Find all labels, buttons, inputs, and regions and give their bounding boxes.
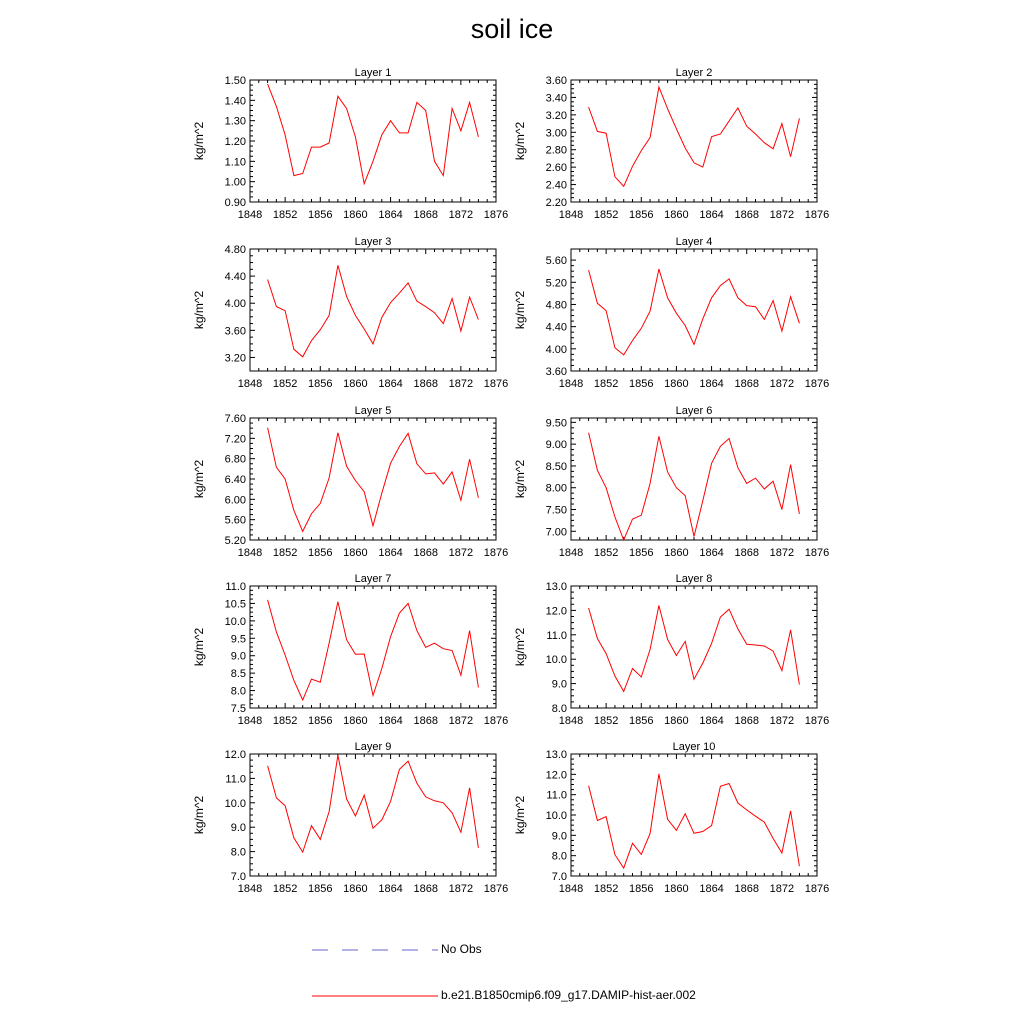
x-tick-label: 1864 — [378, 883, 403, 895]
x-tick-label: 1856 — [308, 715, 333, 727]
x-tick-label: 1864 — [699, 209, 724, 221]
y-tick-label: 3.60 — [545, 366, 567, 378]
x-tick-label: 1852 — [593, 378, 619, 390]
x-tick-label: 1868 — [413, 547, 438, 559]
y-tick-label: 9.00 — [545, 439, 567, 452]
plot-frame — [250, 586, 496, 708]
panel-title: Layer 9 — [354, 741, 392, 753]
x-tick-label: 1852 — [272, 715, 298, 727]
y-tick-label: 11.0 — [546, 789, 567, 802]
x-tick-label: 1856 — [629, 547, 654, 559]
y-axis-label: kg/m^2 — [513, 627, 527, 667]
x-tick-label: 1872 — [769, 547, 795, 559]
chart-panel-layer-8 — [513, 573, 829, 727]
y-tick-label: 2.80 — [545, 144, 567, 157]
x-tick-label: 1864 — [699, 715, 724, 727]
y-tick-label: 3.20 — [224, 352, 246, 365]
y-tick-label: 7.60 — [224, 413, 246, 425]
y-tick-label: 9.5 — [230, 633, 246, 646]
y-tick-label: 6.40 — [224, 474, 246, 486]
y-tick-label: 13.0 — [545, 581, 567, 593]
y-tick-label: 10.0 — [224, 615, 246, 628]
y-tick-label: 1.30 — [224, 115, 246, 128]
series-line-model — [268, 84, 479, 184]
chart-panel-layer-5 — [192, 405, 508, 559]
x-tick-label: 1876 — [804, 883, 830, 895]
y-tick-label: 7.20 — [224, 433, 246, 446]
y-tick-label: 4.40 — [224, 271, 246, 284]
y-tick-label: 4.80 — [224, 244, 246, 256]
x-tick-label: 1876 — [483, 209, 509, 221]
x-tick-label: 1872 — [448, 547, 474, 559]
x-tick-label: 1848 — [237, 547, 263, 559]
x-tick-label: 1876 — [483, 883, 509, 895]
x-tick-label: 1860 — [343, 715, 368, 727]
x-tick-label: 1848 — [237, 715, 263, 727]
y-tick-label: 8.50 — [545, 460, 567, 473]
y-tick-label: 5.20 — [224, 535, 246, 547]
y-tick-label: 2.40 — [545, 179, 567, 192]
x-tick-label: 1876 — [804, 547, 830, 559]
y-tick-label: 8.0 — [230, 685, 246, 698]
x-tick-label: 1852 — [272, 378, 298, 390]
x-tick-label: 1852 — [593, 209, 619, 221]
series-line-model — [268, 265, 479, 357]
x-tick-label: 1864 — [378, 209, 403, 221]
chart-panel-layer-7 — [192, 573, 508, 727]
y-axis-label: kg/m^2 — [192, 459, 206, 499]
y-axis-label: kg/m^2 — [513, 459, 527, 499]
panel-title: Layer 1 — [354, 67, 392, 79]
plot-frame — [571, 249, 817, 371]
x-tick-label: 1848 — [237, 378, 263, 390]
x-tick-label: 1848 — [237, 883, 263, 895]
x-tick-label: 1868 — [413, 378, 438, 390]
series-line-model — [589, 87, 800, 186]
y-tick-label: 1.40 — [224, 95, 246, 108]
y-tick-label: 5.60 — [545, 255, 567, 268]
x-tick-label: 1876 — [483, 378, 509, 390]
x-tick-label: 1876 — [483, 547, 509, 559]
y-tick-label: 12.0 — [545, 769, 567, 782]
y-tick-label: 10.0 — [545, 810, 567, 822]
y-tick-label: 7.0 — [551, 871, 567, 883]
x-tick-label: 1860 — [343, 209, 368, 221]
x-tick-label: 1852 — [593, 715, 619, 727]
y-tick-label: 9.50 — [545, 417, 567, 430]
y-tick-label: 8.0 — [230, 846, 246, 859]
x-tick-label: 1860 — [343, 547, 368, 559]
y-tick-label: 3.40 — [545, 92, 567, 105]
x-tick-label: 1864 — [378, 547, 403, 559]
chart-panel-layer-3 — [192, 236, 508, 390]
x-tick-label: 1860 — [664, 715, 689, 727]
series-line-model — [268, 428, 479, 532]
y-tick-label: 11.0 — [225, 773, 246, 786]
x-tick-label: 1856 — [308, 547, 333, 559]
chart-panel-layer-1 — [192, 67, 508, 221]
y-tick-label: 1.50 — [224, 75, 246, 87]
x-tick-label: 1868 — [734, 378, 759, 390]
y-tick-label: 10.0 — [545, 654, 567, 667]
x-tick-label: 1860 — [664, 883, 689, 895]
x-tick-label: 1864 — [699, 547, 724, 559]
y-axis-label: kg/m^2 — [192, 121, 206, 161]
series-line-model — [589, 269, 800, 355]
series-line-model — [268, 600, 479, 700]
x-tick-label: 1848 — [558, 883, 584, 895]
x-tick-label: 1860 — [343, 378, 368, 390]
x-tick-label: 1868 — [734, 547, 759, 559]
y-tick-label: 7.0 — [230, 871, 246, 883]
y-tick-label: 3.00 — [545, 127, 567, 140]
x-tick-label: 1876 — [804, 715, 830, 727]
panel-title: Layer 2 — [675, 67, 713, 79]
x-tick-label: 1868 — [413, 209, 438, 221]
x-tick-label: 1860 — [664, 547, 689, 559]
x-tick-label: 1856 — [308, 209, 333, 221]
y-tick-label: 8.0 — [551, 850, 567, 863]
y-tick-label: 1.20 — [224, 136, 246, 148]
panel-title: Layer 6 — [675, 405, 713, 417]
x-tick-label: 1868 — [734, 209, 759, 221]
x-tick-label: 1872 — [448, 715, 474, 727]
x-tick-label: 1860 — [343, 883, 368, 895]
plot-frame — [571, 418, 817, 540]
x-tick-label: 1848 — [237, 209, 263, 221]
y-tick-label: 1.00 — [224, 176, 246, 189]
y-tick-label: 8.0 — [551, 703, 567, 715]
legend-label-model: b.e21.B1850cmip6.f09_g17.DAMIP-hist-aer.002 — [441, 988, 696, 1002]
x-tick-label: 1868 — [734, 883, 759, 895]
legend-item-obs — [0, 940, 1024, 960]
x-tick-label: 1876 — [804, 209, 830, 221]
y-tick-label: 10.0 — [224, 797, 246, 810]
series-line-model — [589, 433, 800, 540]
page-title: soil ice — [470, 14, 554, 44]
x-tick-label: 1872 — [769, 209, 795, 221]
chart-panel-layer-4 — [513, 236, 829, 390]
x-tick-label: 1864 — [378, 378, 403, 390]
y-tick-label: 6.00 — [224, 494, 246, 507]
y-tick-label: 13.0 — [545, 749, 567, 761]
panel-title: Layer 8 — [675, 573, 713, 585]
chart-panel-layer-9 — [192, 741, 508, 895]
x-tick-label: 1848 — [558, 378, 584, 390]
y-axis-label: kg/m^2 — [513, 121, 527, 161]
legend-swatch-model — [310, 986, 440, 1006]
y-tick-label: 8.00 — [545, 482, 567, 495]
x-tick-label: 1872 — [769, 883, 795, 895]
panel-title: Layer 5 — [354, 405, 392, 417]
x-tick-label: 1856 — [629, 378, 654, 390]
x-tick-label: 1852 — [272, 883, 298, 895]
y-tick-label: 7.00 — [545, 526, 567, 539]
x-tick-label: 1864 — [378, 715, 403, 727]
legend-label-obs: No Obs — [441, 942, 482, 956]
x-tick-label: 1868 — [413, 715, 438, 727]
y-tick-label: 9.0 — [230, 822, 246, 835]
x-tick-label: 1856 — [629, 715, 654, 727]
x-tick-label: 1872 — [448, 209, 474, 221]
y-tick-label: 0.90 — [224, 197, 246, 209]
chart-panel-layer-6 — [513, 405, 829, 559]
y-tick-label: 4.80 — [545, 299, 567, 312]
y-tick-label: 7.5 — [230, 703, 246, 715]
x-tick-label: 1856 — [629, 883, 654, 895]
panel-title: Layer 10 — [672, 741, 716, 753]
x-tick-label: 1860 — [664, 209, 689, 221]
x-tick-label: 1848 — [558, 209, 584, 221]
x-tick-label: 1856 — [629, 209, 654, 221]
x-tick-label: 1876 — [804, 378, 830, 390]
x-tick-label: 1856 — [308, 883, 333, 895]
plot-frame — [571, 754, 817, 876]
plot-frame — [250, 418, 496, 540]
series-line-model — [589, 774, 800, 868]
x-tick-label: 1872 — [448, 883, 474, 895]
x-tick-label: 1868 — [413, 883, 438, 895]
x-tick-label: 1852 — [593, 883, 619, 895]
x-tick-label: 1864 — [699, 378, 724, 390]
x-tick-label: 1872 — [769, 378, 795, 390]
y-axis-label: kg/m^2 — [192, 795, 206, 835]
y-tick-label: 8.5 — [230, 668, 246, 681]
x-tick-label: 1872 — [448, 378, 474, 390]
y-tick-label: 11.0 — [225, 581, 246, 593]
y-tick-label: 9.0 — [551, 830, 567, 843]
series-line-model — [268, 755, 479, 852]
y-tick-label: 12.0 — [224, 749, 246, 761]
y-tick-label: 9.0 — [230, 650, 246, 663]
y-tick-label: 9.0 — [551, 678, 567, 691]
x-tick-label: 1848 — [558, 715, 584, 727]
y-axis-label: kg/m^2 — [192, 627, 206, 667]
plot-frame — [250, 249, 496, 371]
x-tick-label: 1864 — [699, 883, 724, 895]
x-tick-label: 1860 — [664, 378, 689, 390]
y-tick-label: 3.20 — [545, 109, 567, 122]
y-axis-label: kg/m^2 — [513, 795, 527, 835]
x-tick-label: 1876 — [483, 715, 509, 727]
legend-swatch-obs — [310, 940, 440, 960]
y-tick-label: 5.20 — [545, 277, 567, 290]
y-tick-label: 7.50 — [545, 504, 567, 517]
y-tick-label: 1.10 — [224, 156, 246, 169]
y-tick-label: 4.00 — [224, 298, 246, 311]
x-tick-label: 1872 — [769, 715, 795, 727]
y-tick-label: 5.60 — [224, 514, 246, 527]
y-tick-label: 2.60 — [545, 162, 567, 175]
x-tick-label: 1852 — [593, 547, 619, 559]
x-tick-label: 1852 — [272, 209, 298, 221]
y-tick-label: 12.0 — [545, 605, 567, 618]
y-tick-label: 6.80 — [224, 453, 246, 466]
panel-title: Layer 7 — [354, 573, 392, 585]
x-tick-label: 1848 — [558, 547, 584, 559]
y-tick-label: 4.40 — [545, 321, 567, 334]
x-tick-label: 1868 — [734, 715, 759, 727]
plot-frame — [571, 586, 817, 708]
y-tick-label: 2.20 — [545, 197, 567, 209]
plot-frame — [250, 754, 496, 876]
y-axis-label: kg/m^2 — [192, 290, 206, 330]
panel-title: Layer 3 — [354, 236, 392, 248]
y-tick-label: 10.5 — [224, 598, 246, 611]
x-tick-label: 1852 — [272, 547, 298, 559]
y-tick-label: 3.60 — [224, 325, 246, 338]
chart-panel-layer-2 — [513, 67, 829, 221]
y-tick-label: 4.00 — [545, 343, 567, 356]
x-tick-label: 1856 — [308, 378, 333, 390]
legend-item-model — [0, 986, 1024, 1006]
y-tick-label: 11.0 — [546, 629, 567, 642]
y-axis-label: kg/m^2 — [513, 290, 527, 330]
chart-panel-layer-10 — [513, 741, 829, 895]
y-tick-label: 3.60 — [545, 75, 567, 87]
panel-title: Layer 4 — [675, 236, 713, 248]
series-line-model — [589, 606, 800, 692]
